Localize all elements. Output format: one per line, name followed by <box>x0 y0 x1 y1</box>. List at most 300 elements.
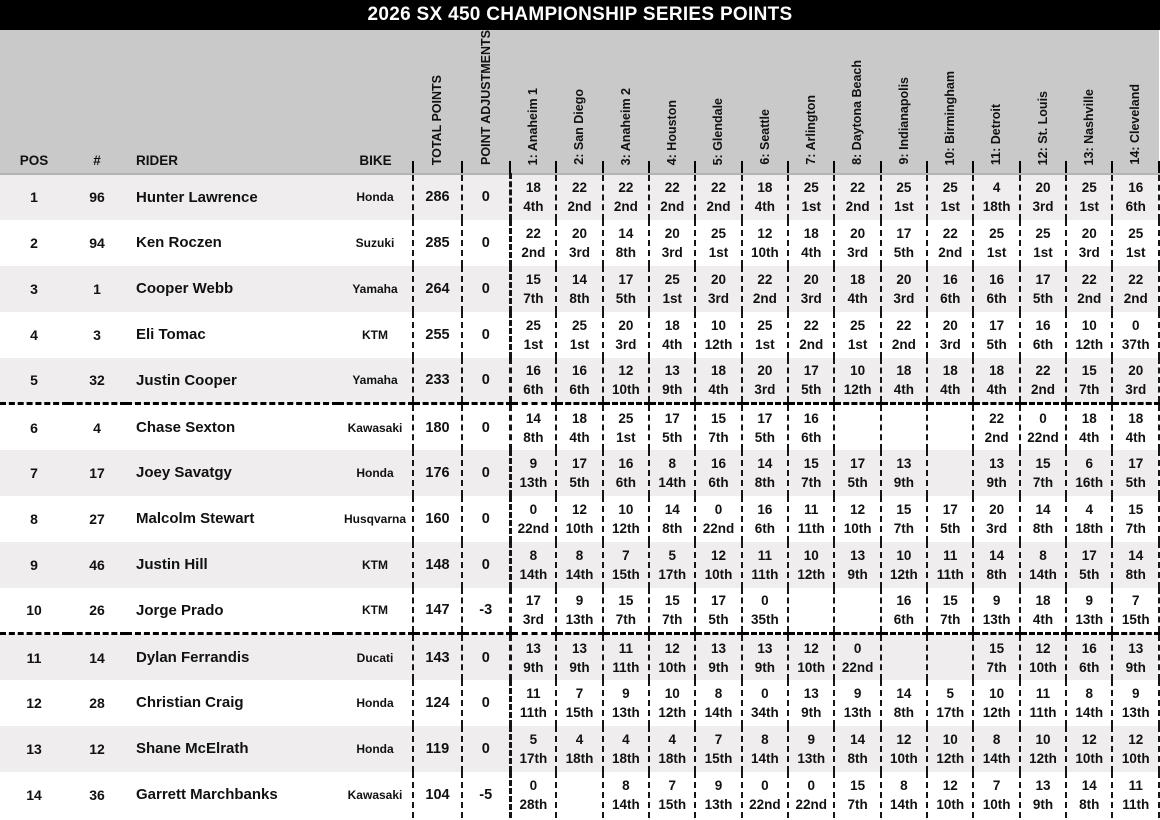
race-points: 22 <box>942 225 958 241</box>
race-finish-position: 4th <box>986 382 1007 398</box>
race-finish-position: 2nd <box>567 199 592 215</box>
race-result-cell <box>788 266 834 312</box>
race-result-cell <box>1020 312 1066 358</box>
race-points: 14 <box>525 410 541 426</box>
race-points: 11 <box>943 547 958 563</box>
race-finish-position: 5th <box>1125 474 1146 490</box>
race-finish-position: 8th <box>523 429 544 445</box>
race-result-cell <box>695 634 741 680</box>
race-result-cell <box>649 266 695 312</box>
race-points: 20 <box>664 225 680 241</box>
race-points: 17 <box>664 410 680 426</box>
total-points-cell: 255 <box>413 312 462 358</box>
race-finish-position: 10th <box>890 750 918 766</box>
race-result-cell <box>881 680 927 726</box>
race-points: 17 <box>989 317 1005 333</box>
race-finish-position: 22nd <box>841 659 874 675</box>
race-points: 12 <box>711 547 727 563</box>
race-points: 16 <box>942 271 958 287</box>
point-adjustments-cell: 0 <box>462 496 510 542</box>
race-finish-position: 12th <box>982 704 1011 720</box>
race-result-cell <box>603 542 649 588</box>
race-points: 22 <box>525 225 541 241</box>
table-row <box>0 358 1159 404</box>
race-header-label: 6: Seattle <box>757 109 772 165</box>
race-result-cell <box>695 266 741 312</box>
race-result-cell <box>695 312 741 358</box>
race-result-cell <box>695 358 741 404</box>
race-result-cell <box>973 220 1019 266</box>
race-points: 25 <box>572 317 588 333</box>
race-finish-position: 4th <box>1079 429 1100 445</box>
race-result-cell <box>788 772 834 818</box>
race-points: 17 <box>618 271 634 287</box>
table-row <box>0 680 1159 726</box>
race-result-cell <box>1112 726 1159 772</box>
race-points: 25 <box>989 225 1005 241</box>
race-result-cell <box>881 588 927 634</box>
race-finish-position: 2nd <box>613 199 638 215</box>
race-points: 16 <box>618 455 634 471</box>
race-header-label: 14: Cleveland <box>1128 84 1143 165</box>
race-result-cell <box>1020 220 1066 266</box>
race-finish-position: 3rd <box>1125 382 1147 398</box>
table-header <box>0 30 1159 174</box>
race-result-cell <box>695 772 741 818</box>
race-result-cell <box>510 496 556 542</box>
race-points: 20 <box>1035 180 1051 196</box>
race-finish-position: 2nd <box>752 290 777 306</box>
race-finish-position: 14th <box>658 474 687 490</box>
race-points: 7 <box>714 731 723 747</box>
race-finish-position: 5th <box>893 244 915 260</box>
race-finish-position: 13th <box>797 750 826 766</box>
race-points: 11 <box>757 547 773 563</box>
race-points: 22 <box>850 180 866 196</box>
race-result-cell <box>649 358 695 404</box>
race-result-cell <box>1066 772 1112 818</box>
race-points: 9 <box>853 685 862 701</box>
race-finish-position: 2nd <box>1077 290 1102 306</box>
pos-cell: 8 <box>30 510 38 527</box>
race-points: 4 <box>992 180 1001 196</box>
race-finish-position: 7th <box>801 474 822 490</box>
race-result-cell <box>973 542 1019 588</box>
race-points: 20 <box>989 501 1005 517</box>
race-points: 8 <box>575 547 584 563</box>
race-result-cell <box>649 542 695 588</box>
race-result-cell <box>927 404 973 450</box>
bike-cell: Honda <box>356 695 394 710</box>
race-result-cell <box>695 450 741 496</box>
race-result-cell <box>742 634 788 680</box>
race-header <box>1112 30 1159 174</box>
race-result-cell <box>1020 450 1066 496</box>
race-points: 11 <box>618 640 633 656</box>
race-finish-position: 18th <box>658 750 687 766</box>
race-result-cell <box>556 680 602 726</box>
race-finish-position: 1st <box>894 199 914 215</box>
race-points: 15 <box>1035 455 1051 471</box>
race-result-cell <box>649 634 695 680</box>
race-result-cell <box>556 542 602 588</box>
race-result-cell <box>973 726 1019 772</box>
race-points: 16 <box>1128 180 1144 196</box>
pos-cell: 1 <box>0 174 68 220</box>
race-header <box>649 30 695 174</box>
race-result-cell <box>695 496 741 542</box>
race-points: 17 <box>803 363 819 379</box>
race-points: 22 <box>803 317 819 333</box>
race-points: 9 <box>992 593 1001 609</box>
race-finish-position: 11th <box>1029 704 1057 720</box>
race-finish-position: 10th <box>611 382 640 398</box>
number-cell: 28 <box>89 694 105 711</box>
race-points: 9 <box>622 685 630 701</box>
total-points-label: TOTAL POINTS <box>430 74 445 165</box>
race-points: 13 <box>664 363 680 379</box>
race-points: 10 <box>1035 731 1051 747</box>
race-result-cell <box>788 404 834 450</box>
race-points: 22 <box>1035 363 1051 379</box>
point-adjustments-cell: -5 <box>462 772 510 818</box>
table-row <box>0 174 1159 220</box>
race-result-cell <box>1066 220 1112 266</box>
race-result-cell <box>834 312 880 358</box>
race-points: 20 <box>757 363 773 379</box>
race-header-label: 8: Daytona Beach <box>850 60 865 165</box>
race-finish-position: 8th <box>847 750 868 766</box>
race-finish-position: 13th <box>519 474 548 490</box>
race-finish-position: 7th <box>847 796 868 812</box>
page-title: 2026 SX 450 CHAMPIONSHIP SERIES POINTS <box>367 4 793 25</box>
race-result-cell <box>1066 450 1112 496</box>
race-result-cell <box>556 358 602 404</box>
race-finish-position: 4th <box>523 199 544 215</box>
race-points: 15 <box>525 271 541 287</box>
rider-name-cell: Cooper Webb <box>126 266 338 312</box>
race-result-cell <box>603 266 649 312</box>
race-finish-position: 6th <box>754 520 776 536</box>
point-adjustments-cell: 0 <box>462 220 510 266</box>
race-points: 12 <box>1081 731 1097 747</box>
race-points: 7 <box>1131 593 1140 609</box>
race-points: 0 <box>714 501 723 517</box>
race-header <box>834 30 880 174</box>
race-points: 18 <box>850 271 866 287</box>
table-row <box>0 726 1159 772</box>
race-finish-position: 5th <box>569 474 590 490</box>
race-points: 13 <box>572 640 588 656</box>
standings-table <box>0 30 1160 818</box>
race-finish-position: 7th <box>1079 382 1100 398</box>
race-finish-position: 5th <box>754 429 776 445</box>
pos-cell: 11 <box>0 634 68 680</box>
race-finish-position: 10th <box>565 520 594 536</box>
race-points: 18 <box>525 180 541 196</box>
race-points: 22 <box>664 180 680 196</box>
table-row <box>0 588 1159 634</box>
race-finish-position: 11th <box>936 566 964 582</box>
race-finish-position: 8th <box>1079 796 1100 812</box>
race-finish-position: 14th <box>565 566 594 582</box>
race-finish-position: 10th <box>704 566 733 582</box>
point-adjustments-cell: 0 <box>462 266 510 312</box>
race-result-cell <box>834 634 880 680</box>
race-points: 13 <box>896 455 912 471</box>
race-finish-position: 6th <box>801 429 822 445</box>
race-finish-position: 7th <box>523 290 544 306</box>
race-finish-position: 15th <box>611 566 640 582</box>
race-result-cell <box>1066 358 1112 404</box>
bike-cell: Honda <box>338 450 413 496</box>
number-cell: 46 <box>68 542 126 588</box>
race-points: 10 <box>850 363 866 379</box>
race-points: 10 <box>1081 317 1097 333</box>
table-row <box>0 404 1159 450</box>
race-points: 12 <box>850 501 866 517</box>
race-result-cell <box>927 772 973 818</box>
total-points-cell: 264 <box>413 266 462 312</box>
race-result-cell <box>556 266 602 312</box>
race-header-label: 9: Indianapolis <box>896 77 911 165</box>
race-finish-position: 8th <box>1032 520 1054 536</box>
race-finish-position: 18th <box>1075 520 1104 536</box>
race-header <box>1066 30 1112 174</box>
race-result-cell <box>1020 634 1066 680</box>
race-finish-position: 7th <box>1125 520 1146 536</box>
race-result-cell <box>742 496 788 542</box>
race-finish-position: 5th <box>801 382 822 398</box>
race-points: 16 <box>1081 640 1097 656</box>
race-result-cell <box>1020 726 1066 772</box>
total-points-cell: 147 <box>413 588 462 634</box>
race-finish-position: 2nd <box>660 199 685 215</box>
race-finish-position: 14th <box>890 796 918 812</box>
race-finish-position: 7th <box>1032 474 1054 490</box>
race-finish-position: 3rd <box>569 244 591 260</box>
race-result-cell <box>603 680 649 726</box>
race-points: 8 <box>529 547 538 563</box>
race-header <box>556 30 602 174</box>
race-header <box>788 30 834 174</box>
race-result-cell <box>788 634 834 680</box>
race-finish-position: 2nd <box>845 199 870 215</box>
race-result-cell <box>1020 358 1066 404</box>
race-points: 14 <box>618 225 634 241</box>
race-points: 14 <box>572 271 588 287</box>
race-result-cell <box>556 634 602 680</box>
race-points: 11 <box>1035 685 1051 701</box>
race-finish-position: 4th <box>754 199 776 215</box>
number-cell: 36 <box>89 786 105 803</box>
race-result-cell <box>927 220 973 266</box>
race-finish-position: 11th <box>1122 796 1150 812</box>
race-result-cell <box>834 450 880 496</box>
race-points: 12 <box>896 731 912 747</box>
race-points: 25 <box>525 317 541 333</box>
number-cell: 12 <box>68 726 126 772</box>
race-finish-position: 1st <box>801 199 821 215</box>
race-points: 22 <box>989 410 1005 426</box>
race-result-cell <box>1112 542 1159 588</box>
race-result-cell <box>649 726 695 772</box>
race-points: 20 <box>803 271 819 287</box>
race-finish-position: 8th <box>615 244 636 260</box>
race-points: 22 <box>757 271 773 287</box>
race-finish-position: 9th <box>662 382 683 398</box>
race-points: 25 <box>1128 225 1144 241</box>
race-finish-position: 7th <box>893 520 915 536</box>
point-adjustments-cell: 0 <box>462 726 510 772</box>
race-finish-position: 12th <box>936 750 965 766</box>
race-points: 10 <box>664 685 680 701</box>
pos-cell: 7 <box>0 450 68 496</box>
race-result-cell <box>603 404 649 450</box>
race-finish-position: 8th <box>754 474 776 490</box>
race-points: 10 <box>803 547 819 563</box>
race-points: 9 <box>1085 593 1094 609</box>
bike-cell: KTM <box>362 327 388 342</box>
point-adjustments-cell: 0 <box>462 450 510 496</box>
race-finish-position: 4th <box>1032 612 1054 628</box>
race-result-cell <box>881 312 927 358</box>
point-adjustments-cell: 0 <box>462 358 510 404</box>
race-finish-position: 6th <box>986 290 1007 306</box>
race-result-cell <box>603 312 649 358</box>
race-result-cell <box>881 496 927 542</box>
race-finish-position: 3rd <box>939 336 961 352</box>
race-result-cell <box>973 496 1019 542</box>
race-finish-position: 4th <box>893 382 915 398</box>
race-points: 18 <box>572 410 588 426</box>
race-finish-position: 1st <box>940 199 961 215</box>
race-result-cell <box>510 772 556 818</box>
race-points: 14 <box>664 501 680 517</box>
total-points-cell: 180 <box>413 404 462 450</box>
race-finish-position: 9th <box>569 659 590 675</box>
race-result-cell <box>1020 404 1066 450</box>
race-finish-position: 12th <box>1029 750 1057 766</box>
point-adjustments-cell: 0 <box>462 174 510 220</box>
race-result-cell <box>1020 588 1066 634</box>
bike-cell: Yamaha <box>338 266 413 312</box>
race-result-cell <box>603 358 649 404</box>
race-points: 16 <box>757 501 773 517</box>
race-finish-position: 3rd <box>986 520 1008 536</box>
race-finish-position: 12th <box>797 566 826 582</box>
table-row <box>0 542 1159 588</box>
race-finish-position: 2nd <box>938 244 963 260</box>
rider-name-cell: Eli Tomac <box>136 326 206 344</box>
number-cell: 4 <box>93 419 101 436</box>
race-finish-position: 10th <box>936 796 965 812</box>
race-finish-position: 3rd <box>847 244 869 260</box>
race-result-cell <box>510 174 556 220</box>
race-finish-position: 5th <box>847 474 868 490</box>
race-finish-position: 10th <box>658 659 687 675</box>
race-finish-position: 2nd <box>984 429 1009 445</box>
col-header-bike: BIKE <box>338 30 413 174</box>
race-result-cell <box>973 680 1019 726</box>
pos-cell: 10 <box>0 588 68 634</box>
race-finish-position: 15th <box>565 704 594 720</box>
race-points: 17 <box>942 501 958 517</box>
race-result-cell <box>695 220 741 266</box>
race-points: 8 <box>1039 547 1047 563</box>
race-points: 18 <box>942 363 958 379</box>
race-points: 12 <box>1035 640 1051 656</box>
race-points: 18 <box>1081 410 1097 426</box>
race-result-cell <box>649 312 695 358</box>
race-finish-position: 16th <box>1075 474 1104 490</box>
race-finish-position: 35th <box>751 612 779 628</box>
race-points: 15 <box>618 593 634 609</box>
race-result-cell <box>742 404 788 450</box>
race-points: 13 <box>1128 640 1144 656</box>
bike-cell: Husqvarna <box>343 511 407 526</box>
race-points: 20 <box>1128 363 1144 379</box>
race-result-cell <box>788 174 834 220</box>
race-points: 8 <box>900 777 908 793</box>
race-finish-position: 22nd <box>1027 429 1059 445</box>
race-result-cell <box>927 542 973 588</box>
race-finish-position: 8th <box>1125 566 1146 582</box>
race-result-cell <box>556 496 602 542</box>
race-result-cell <box>1066 726 1112 772</box>
race-points: 25 <box>850 317 866 333</box>
race-finish-position: 4th <box>801 244 822 260</box>
race-finish-position: 3rd <box>754 382 776 398</box>
race-result-cell <box>973 358 1019 404</box>
race-points: 14 <box>1081 777 1097 793</box>
race-points: 14 <box>850 731 866 747</box>
race-finish-position: 6th <box>893 612 915 628</box>
race-result-cell <box>556 404 602 450</box>
race-finish-position: 6th <box>1079 659 1100 675</box>
race-points: 0 <box>529 501 538 517</box>
race-header-label: 4: Houston <box>664 99 679 165</box>
race-result-cell <box>742 450 788 496</box>
race-finish-position: 22nd <box>795 796 827 812</box>
race-result-cell <box>1020 174 1066 220</box>
race-finish-position: 22nd <box>517 520 550 536</box>
race-points: 0 <box>807 777 815 793</box>
race-points: 8 <box>622 777 630 793</box>
race-result-cell <box>927 680 973 726</box>
race-points: 20 <box>572 225 588 241</box>
race-result-cell <box>881 404 927 450</box>
race-finish-position: 28th <box>519 796 548 812</box>
race-finish-position: 1st <box>662 290 682 306</box>
race-points: 4 <box>1085 501 1094 517</box>
race-finish-position: 14th <box>1075 704 1104 720</box>
race-finish-position: 11th <box>751 566 779 582</box>
race-points: 8 <box>761 731 769 747</box>
point-adjustments-cell: 0 <box>462 312 510 358</box>
race-points: 22 <box>711 180 727 196</box>
race-finish-position: 5th <box>1079 566 1100 582</box>
race-finish-position: 5th <box>662 429 683 445</box>
race-points: 25 <box>1035 225 1051 241</box>
race-points: 8 <box>992 731 1001 747</box>
race-result-cell <box>742 358 788 404</box>
race-finish-position: 8th <box>569 290 590 306</box>
race-finish-position: 4th <box>940 382 961 398</box>
race-result-cell <box>742 772 788 818</box>
race-finish-position: 15th <box>658 796 687 812</box>
race-result-cell <box>510 450 556 496</box>
